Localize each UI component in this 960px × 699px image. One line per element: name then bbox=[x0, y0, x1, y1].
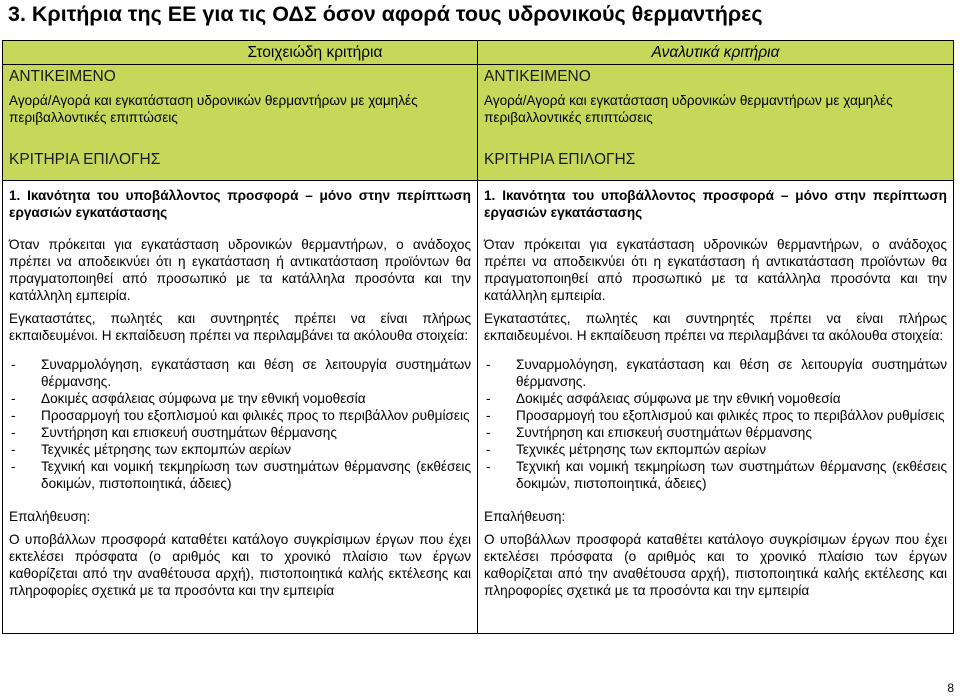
core-criteria-column bbox=[3, 41, 478, 633]
verification-label: Επαλήθευση: bbox=[9, 509, 91, 524]
page-title: 3. Κριτήρια της ΕΕ για τις ΟΔΣ όσον αφορά τους υδρονικούς θερμαντήρες bbox=[8, 2, 763, 26]
subject-band bbox=[3, 65, 477, 148]
list-item: - Συναρμολόγηση, εγκατάσταση και θέση σε λειτουργία συστημάτων θέρμανσης. bbox=[9, 356, 471, 390]
list-item: - Δοκιμές ασφάλειας σύμφωνα με την εθνική νομοθεσία bbox=[484, 390, 947, 407]
page-number: 8 bbox=[947, 681, 954, 695]
list-item: - Τεχνικές μέτρησης των εκπομπών αερίων bbox=[9, 441, 471, 458]
comprehensive-criteria-column bbox=[478, 41, 953, 633]
column-header: Αναλυτικά κριτήρια bbox=[478, 41, 953, 65]
criteria-band bbox=[3, 148, 477, 181]
criteria-label: ΚΡΙΤΗΡΙΑ ΕΠΙΛΟΓΗΣ bbox=[9, 151, 161, 168]
list-item: - Συντήρηση και επισκευή συστημάτων θέρμανσης bbox=[484, 424, 947, 441]
subject-text: Αγορά/Αγορά και εγκατάσταση υδρονικών θερμαντήρων με χαμηλές περιβαλλοντικές επιπτώσεις bbox=[9, 93, 418, 125]
training-list bbox=[9, 356, 471, 492]
list-item: - Τεχνικές μέτρησης των εκπομπών αερίων bbox=[484, 441, 947, 458]
paragraph: Εγκαταστάτες, πωλητές και συντηρητές πρέπει να είναι πλήρως εκπαιδευμένοι. Η εκπαίδευση πρέπει να περιλαμβάνει τα ακόλουθα στοιχεία: bbox=[484, 311, 947, 343]
subject-label: ΑΝΤΙΚΕΙΜΕΝΟ bbox=[484, 68, 591, 85]
criteria-body bbox=[3, 187, 477, 599]
training-list bbox=[484, 356, 947, 492]
subject-label: ΑΝΤΙΚΕΙΜΕΝΟ bbox=[9, 68, 116, 85]
list-item: - Δοκιμές ασφάλειας σύμφωνα με την εθνική νομοθεσία bbox=[9, 390, 471, 407]
criteria-body bbox=[478, 187, 953, 599]
criteria-band bbox=[478, 148, 953, 181]
paragraph: Όταν πρόκειται για εγκατάσταση υδρονικών θερμαντήρων, ο ανάδοχος πρέπει να αποδεικνύει ότι η εγκατάσταση ή αντικατάσταση προϊόντων θα πραγματοποιηθεί από προσωπικό με τα κατάλληλα προσόντα και την κατάλληλη εμπειρία. bbox=[9, 237, 471, 303]
list-item: - Προσαρμογή του εξοπλισμού και φιλικές προς το περιβάλλον ρυθμίσεις bbox=[9, 407, 471, 424]
verification-text: Ο υποβάλλων προσφορά καταθέτει κατάλογο συγκρίσιμων έργων που έχει εκτελέσει πρόσφατα (ο αριθμός και το χρονικό πλαίσιο των έργων καθορίζεται από την αναθέτουσα αρχή), πιστοποιητικά καλής εκτέλεσης και πληροφορίες σχετικά με τα προσόντα και την εμπειρία bbox=[484, 532, 947, 598]
subject-band bbox=[478, 65, 953, 148]
paragraph: Όταν πρόκειται για εγκατάσταση υδρονικών θερμαντήρων, ο ανάδοχος πρέπει να αποδεικνύει ότι η εγκατάσταση ή αντικατάσταση προϊόντων θα πραγματοποιηθεί από προσωπικό με τα κατάλληλα προσόντα και την κατάλληλη εμπειρία. bbox=[484, 237, 947, 303]
column-header: Στοιχειώδη κριτήρια bbox=[3, 41, 477, 65]
verification-label: Επαλήθευση: bbox=[484, 509, 566, 524]
criterion-title: 1. Ικανότητα του υποβάλλοντος προσφορά – μόνο στην περίπτωση εργασιών εγκατάστασης bbox=[484, 188, 947, 220]
list-item: - Προσαρμογή του εξοπλισμού και φιλικές προς το περιβάλλον ρυθμίσεις bbox=[484, 407, 947, 424]
list-item: - Συντήρηση και επισκευή συστημάτων θέρμανσης bbox=[9, 424, 471, 441]
criteria-label: ΚΡΙΤΗΡΙΑ ΕΠΙΛΟΓΗΣ bbox=[484, 151, 636, 168]
criteria-table bbox=[2, 40, 954, 634]
criterion-title: 1. Ικανότητα του υποβάλλοντος προσφορά – μόνο στην περίπτωση εργασιών εγκατάστασης bbox=[9, 188, 471, 220]
subject-text: Αγορά/Αγορά και εγκατάσταση υδρονικών θερμαντήρων με χαμηλές περιβαλλοντικές επιπτώσεις bbox=[484, 93, 893, 125]
paragraph: Εγκαταστάτες, πωλητές και συντηρητές πρέπει να είναι πλήρως εκπαιδευμένοι. Η εκπαίδευση πρέπει να περιλαμβάνει τα ακόλουθα στοιχεία: bbox=[9, 311, 471, 343]
list-item: - Τεχνική και νομική τεκμηρίωση των συστημάτων θέρμανσης (εκθέσεις δοκιμών, πιστοποιητικά, άδειες) bbox=[9, 458, 471, 492]
list-item: - Τεχνική και νομική τεκμηρίωση των συστημάτων θέρμανσης (εκθέσεις δοκιμών, πιστοποιητικά, άδειες) bbox=[484, 458, 947, 492]
list-item: - Συναρμολόγηση, εγκατάσταση και θέση σε λειτουργία συστημάτων θέρμανσης. bbox=[484, 356, 947, 390]
verification-text: Ο υποβάλλων προσφορά καταθέτει κατάλογο συγκρίσιμων έργων που έχει εκτελέσει πρόσφατα (ο αριθμός και το χρονικό πλαίσιο των έργων καθορίζεται από την αναθέτουσα αρχή), πιστοποιητικά καλής εκτέλεσης και πληροφορίες σχετικά με τα προσόντα και την εμπειρία bbox=[9, 532, 471, 598]
